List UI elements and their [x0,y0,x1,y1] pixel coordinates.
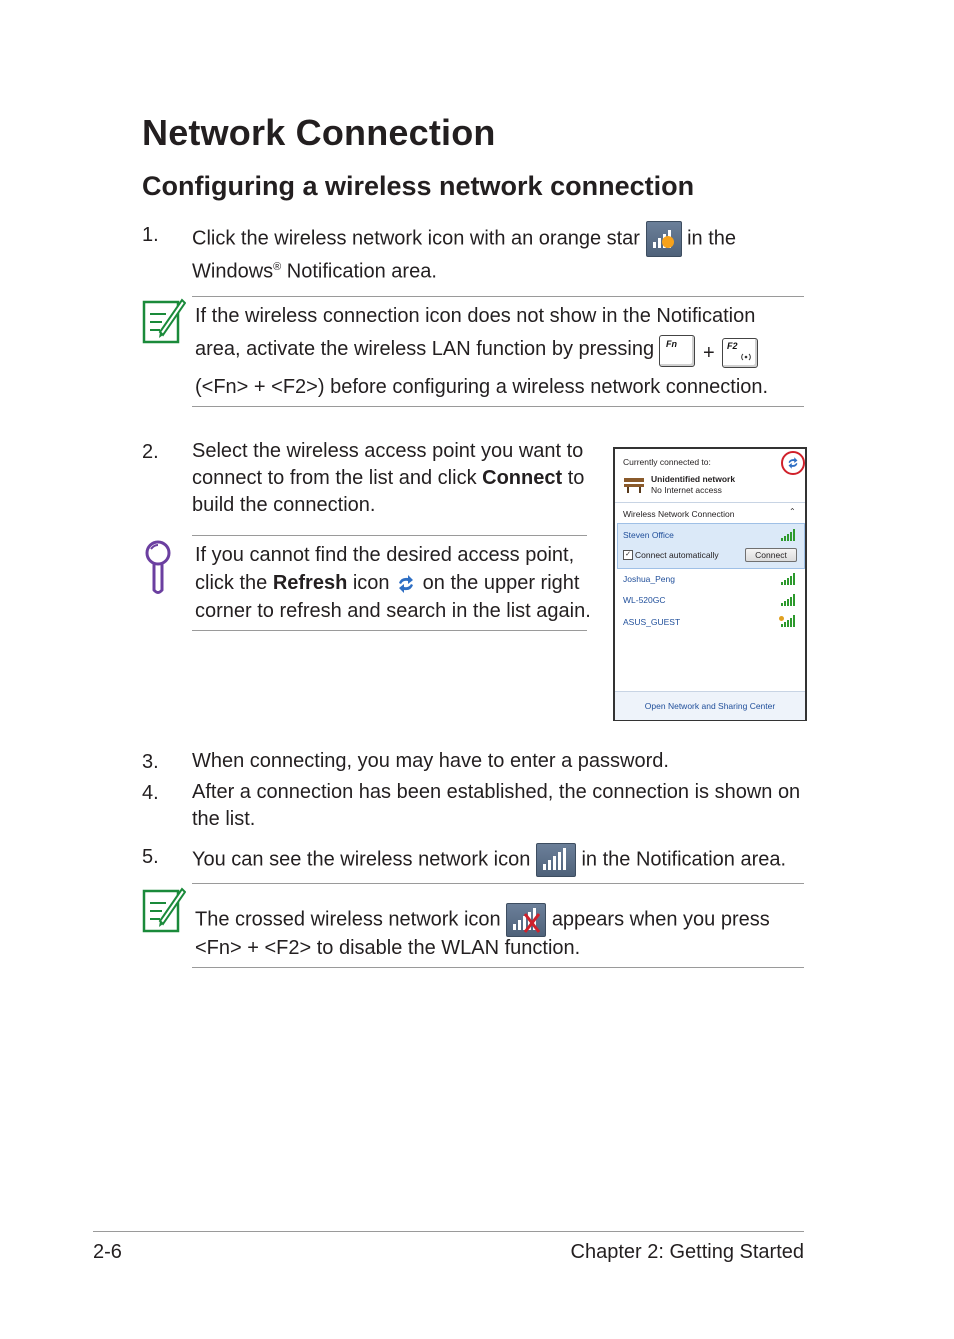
divider [192,406,804,407]
section-label: Wireless Network Connection [623,509,735,519]
divider [192,296,804,297]
step-4-line2: the list. [192,808,256,830]
step-2-part-c: to [562,467,585,489]
note-2-line1 [195,903,770,937]
collapse-chevron-icon[interactable]: ⌃ [789,507,796,516]
auto-connect-label: Connect automatically [635,550,719,560]
connect-button[interactable]: Connect [745,548,797,562]
chapter-label: Chapter 2: Getting Started [570,1241,804,1263]
divider [192,883,804,884]
wireless-network-icon [536,843,576,877]
step-2-line1: Select the wireless access point you want to [192,440,584,462]
network-name: Unidentified network [651,474,736,484]
tip-line2-a: click the [195,572,273,594]
step-1-part-a: Click the wireless network icon with an orange star [192,227,640,250]
refresh-button-highlight[interactable] [781,451,805,475]
plus-sign: + [703,342,715,364]
note-1-line1: If the wireless connection icon does not show in the Notification [195,305,756,327]
step-4-line1: After a connection has been established, the connection is shown on [192,781,801,803]
f2-key-icon [722,338,758,368]
registered-mark: ® [273,261,282,273]
step-1-part-b: in the [687,227,737,250]
tip-magnifier-icon [142,538,176,601]
note-2-part-b: appears when you press [551,908,770,931]
divider [192,967,804,968]
step-2-part-b: connect to from the list and click [192,467,483,489]
note-pencil-icon [142,885,186,940]
step-5-part-a: You can see the wireless network icon [192,848,531,871]
tip-line2-c: on the upper right [422,572,580,594]
step-1-windows: Windows [192,260,274,283]
step-number: 4. [142,782,159,804]
connect-bold: Connect [482,467,563,489]
network-status: No Internet access [651,485,722,495]
step-3-text: When connecting, you may have to enter a password. [192,750,669,772]
fn-key-label: Fn [666,339,677,349]
bench-icon [623,475,645,495]
divider [192,535,587,536]
network-item[interactable]: Steven Office [623,530,674,540]
step-1-text [192,221,736,257]
note-1-line3: (<Fn> + <F2>) before configuring a wireless network connection. [195,376,769,398]
tip-line2-b: icon [347,572,390,594]
tip-line3: corner to refresh and search in the list again. [195,600,591,622]
signal-bars-icon [781,529,797,541]
open-network-center-link[interactable]: Open Network and Sharing Center [644,701,776,711]
crossed-wireless-icon [506,903,546,937]
step-number: 2. [142,441,159,463]
page-number: 2-6 [93,1241,122,1263]
step-number: 5. [142,846,159,868]
step-1-part-d: Notification area. [281,260,437,283]
refresh-bold: Refresh [272,572,348,594]
network-item[interactable]: WL-520GC [623,595,666,605]
note-2-line2: <Fn> + <F2> to disable the WLAN function. [195,937,581,959]
step-number: 1. [142,224,159,246]
tip-line1: If you cannot find the desired access point, [195,544,575,566]
tip-line2 [195,570,579,597]
note-1-line2 [195,336,654,363]
currently-connected-label: Currently connected to: [623,457,711,467]
note-2-part-a: The crossed wireless network icon [195,908,501,931]
step-2-line2 [192,465,584,492]
wifi-network-panel [613,447,807,721]
step-5-text [192,843,786,877]
signal-bars-icon [781,594,797,606]
network-item[interactable]: Joshua_Peng [623,574,675,584]
divider [192,630,587,631]
note-pencil-icon [142,296,186,351]
refresh-icon [395,573,417,595]
network-item[interactable]: ASUS_GUEST [623,617,681,627]
step-1-text-line2 [192,254,437,286]
auto-connect-checkbox[interactable]: ✓ [623,550,633,560]
f2-key-label: F2 [727,341,738,351]
section-title: Configuring a wireless network connection [142,171,695,201]
step-5-part-b: in the Notification area. [581,848,787,871]
footer-divider [93,1231,804,1232]
signal-bars-icon [781,573,797,585]
signal-bars-secured-icon [781,615,797,627]
wireless-orange-star-icon [646,221,682,257]
panel-divider [615,502,805,503]
step-number: 3. [142,751,159,773]
page-title: Network Connection [142,112,496,153]
fn-key-icon [659,335,695,367]
note-1-line2-text: area, activate the wireless LAN function by pressing [195,338,655,360]
step-2-line3: build the connection. [192,494,376,516]
